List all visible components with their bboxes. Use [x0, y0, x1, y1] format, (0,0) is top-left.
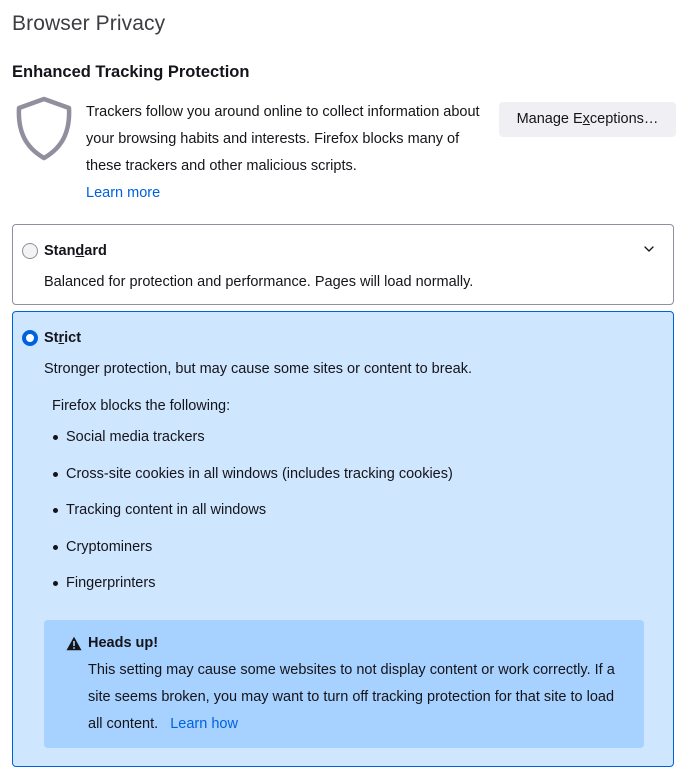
- list-item: [52, 426, 453, 463]
- blocks-title: Firefox blocks the following:: [52, 398, 231, 414]
- strict-radio[interactable]: [22, 330, 38, 346]
- warning-icon: [66, 636, 82, 651]
- manage-exceptions-button[interactable]: [499, 102, 676, 137]
- standard-label-pre: Stan: [44, 243, 76, 259]
- strict-label-pre: St: [44, 330, 59, 346]
- strict-option-card[interactable]: [12, 311, 674, 767]
- strict-label-accesskey: r: [58, 330, 65, 346]
- intro-text-block: [86, 99, 486, 207]
- warning-body: [88, 657, 628, 738]
- manage-exceptions-label-post: ceptions…: [589, 111, 659, 127]
- warning-box: [44, 620, 644, 748]
- bullet-icon: [53, 472, 58, 477]
- bullet-icon: [53, 435, 58, 440]
- standard-label-post: ard: [84, 243, 107, 259]
- list-item-label: Cryptominers: [66, 538, 153, 555]
- bullet-icon: [53, 508, 58, 513]
- learn-how-link[interactable]: Learn how: [170, 716, 238, 732]
- standard-radio[interactable]: [22, 243, 38, 259]
- list-item: [52, 572, 453, 609]
- page-title: Browser Privacy: [12, 12, 166, 35]
- strict-label-post: ict: [64, 330, 82, 346]
- list-item-label: Social media trackers: [66, 429, 205, 445]
- list-item: [52, 536, 453, 573]
- warning-title: Heads up!: [88, 635, 159, 651]
- warning-text: This setting may cause some websites to not display content or work correctly. If a site seems broken, you may want to turn off tracking protection for that site to load all content.: [88, 662, 615, 732]
- list-item: [52, 463, 453, 500]
- standard-description: Balanced for protection and performance. Pages will load normally.: [44, 274, 474, 290]
- intro-text: Trackers follow you around online to collect information about your browsing habits and interests. Firefox blocks many of these trackers and other malicious scripts.: [86, 104, 480, 174]
- standard-option-card[interactable]: [12, 224, 674, 305]
- list-item-label: Cross-site cookies in all windows (includes tracking cookies): [66, 465, 453, 482]
- shield-icon: [13, 96, 75, 162]
- chevron-down-icon[interactable]: [643, 243, 655, 255]
- standard-label[interactable]: [44, 243, 107, 259]
- bullet-icon: [53, 581, 58, 586]
- list-item-label: Fingerprinters: [66, 575, 156, 592]
- strict-label[interactable]: [44, 330, 81, 346]
- list-item: [52, 499, 453, 536]
- strict-description: Stronger protection, but may cause some sites or content to break.: [44, 361, 472, 377]
- list-item-label: Tracking content in all windows: [66, 502, 267, 519]
- manage-exceptions-label-pre: Manage E: [516, 111, 583, 127]
- manage-exceptions-accesskey: x: [582, 111, 590, 127]
- bullet-icon: [53, 545, 58, 550]
- blocked-items-list: [52, 426, 453, 609]
- learn-more-link[interactable]: Learn more: [86, 185, 161, 201]
- section-heading: Enhanced Tracking Protection: [12, 63, 250, 81]
- standard-label-accesskey: d: [75, 243, 85, 259]
